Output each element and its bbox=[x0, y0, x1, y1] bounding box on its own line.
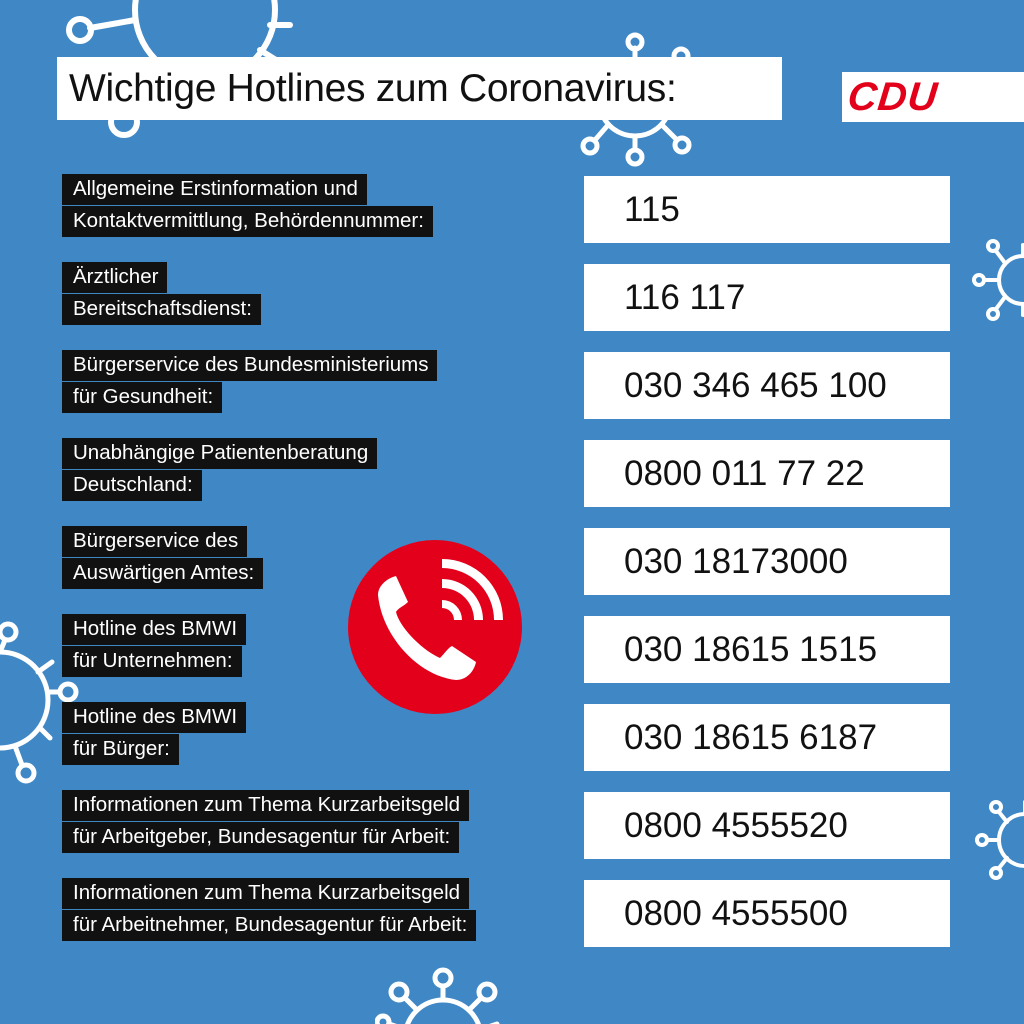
hotline-number-box[interactable] bbox=[584, 352, 950, 419]
virus-icon bbox=[375, 960, 515, 1024]
hotline-label-line: Bereitschaftsdienst: bbox=[62, 294, 261, 325]
hotline-number[interactable]: 115 bbox=[624, 189, 680, 229]
hotline-number[interactable]: 030 18615 1515 bbox=[624, 629, 878, 669]
page-title: Wichtige Hotlines zum Coronavirus: bbox=[69, 66, 677, 110]
hotline-label bbox=[62, 174, 433, 238]
hotline-label-line: für Arbeitnehmer, Bundesagentur für Arbeit: bbox=[62, 910, 476, 941]
hotline-number-box[interactable] bbox=[584, 528, 950, 595]
hotline-label bbox=[62, 878, 476, 942]
hotline-number[interactable]: 0800 4555520 bbox=[624, 805, 848, 845]
hotline-label-line: Hotline des BMWI bbox=[62, 614, 246, 645]
hotline-label bbox=[62, 262, 261, 326]
hotline-number-box[interactable] bbox=[584, 176, 950, 243]
logo-text: CDU bbox=[845, 74, 941, 119]
hotline-number-box[interactable] bbox=[584, 264, 950, 331]
hotline-number[interactable]: 0800 4555500 bbox=[624, 893, 848, 933]
hotline-label bbox=[62, 526, 263, 590]
hotline-label-line: Informationen zum Thema Kurzarbeitsgeld bbox=[62, 878, 469, 909]
hotline-label bbox=[62, 790, 469, 854]
hotline-label-line: für Bürger: bbox=[62, 734, 179, 765]
hotline-label-line: für Gesundheit: bbox=[62, 382, 222, 413]
hotline-label-line: Bürgerservice des Bundesministeriums bbox=[62, 350, 437, 381]
hotline-number-box[interactable] bbox=[584, 440, 950, 507]
hotline-label-line: Auswärtigen Amtes: bbox=[62, 558, 263, 589]
hotline-label-line: Kontaktvermittlung, Behördennummer: bbox=[62, 206, 433, 237]
hotline-row bbox=[0, 350, 1024, 420]
hotline-row bbox=[0, 174, 1024, 244]
page-title-banner bbox=[57, 57, 782, 120]
hotline-row bbox=[0, 262, 1024, 332]
hotline-number[interactable]: 030 18615 6187 bbox=[624, 717, 878, 757]
hotline-label bbox=[62, 438, 377, 502]
hotline-label-line: für Arbeitgeber, Bundesagentur für Arbeit: bbox=[62, 822, 459, 853]
hotline-row bbox=[0, 702, 1024, 772]
hotline-label-line: Unabhängige Patientenberatung bbox=[62, 438, 377, 469]
hotline-number-box[interactable] bbox=[584, 704, 950, 771]
hotline-number[interactable]: 030 346 465 100 bbox=[624, 365, 887, 405]
hotline-number[interactable]: 0800 011 77 22 bbox=[624, 453, 865, 493]
hotline-label-line: Bürgerservice des bbox=[62, 526, 247, 557]
hotline-label bbox=[62, 702, 246, 766]
hotline-number-box[interactable] bbox=[584, 792, 950, 859]
hotline-label-line: Deutschland: bbox=[62, 470, 202, 501]
hotline-number-box[interactable] bbox=[584, 880, 950, 947]
hotline-row bbox=[0, 526, 1024, 596]
hotline-row bbox=[0, 614, 1024, 684]
hotline-label bbox=[62, 350, 437, 414]
hotline-label bbox=[62, 614, 246, 678]
hotline-number[interactable]: 030 18173000 bbox=[624, 541, 848, 581]
hotline-row bbox=[0, 438, 1024, 508]
hotline-label-line: Allgemeine Erstinformation und bbox=[62, 174, 367, 205]
hotline-label-line: Hotline des BMWI bbox=[62, 702, 246, 733]
cdu-logo bbox=[842, 72, 1024, 122]
hotline-number-box[interactable] bbox=[584, 616, 950, 683]
hotline-row bbox=[0, 790, 1024, 860]
hotline-label-line: Informationen zum Thema Kurzarbeitsgeld bbox=[62, 790, 469, 821]
hotline-row bbox=[0, 878, 1024, 948]
hotline-label-line: für Unternehmen: bbox=[62, 646, 242, 677]
hotline-label-line: Ärztlicher bbox=[62, 262, 167, 293]
hotline-number[interactable]: 116 117 bbox=[624, 277, 746, 317]
